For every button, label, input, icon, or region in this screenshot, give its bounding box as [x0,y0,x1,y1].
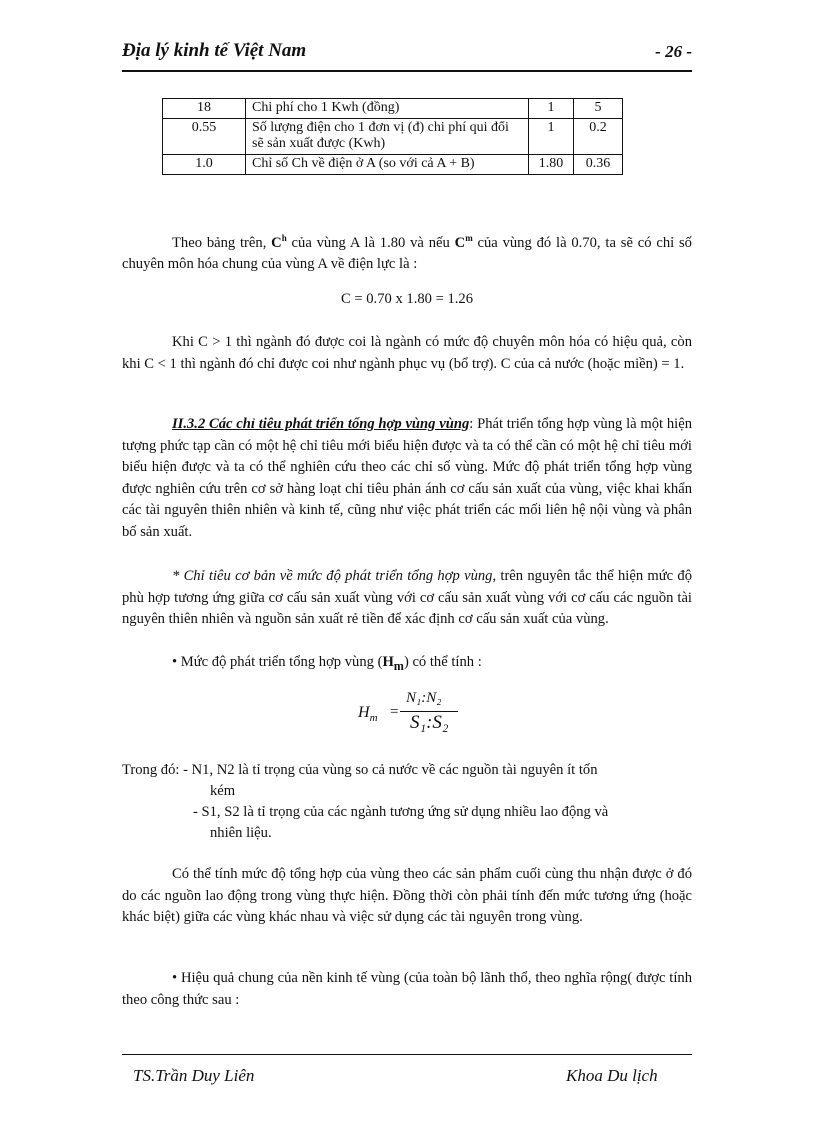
header-divider [122,70,692,72]
table-row [163,155,623,175]
table-row [163,119,623,155]
formula-hm: $H_m$ = N₁:N₂ S₁:S₂ [358,690,478,742]
table-cell: Chỉ số Ch về điện ở A (so với cả A + B) [246,155,529,175]
paragraph-1: Theo bảng trên, $C^h$ của vùng A là 1.80 và nếu $C^m$ của vùng đó là 0.70, ta sẽ có chỉ số chuyên môn hóa chung của vùng A về điện lực là : [122,233,692,273]
data-table [162,98,623,175]
paragraph-2: Khi C > 1 thì ngành đó được coi là ngành có mức độ chuyên môn hóa có hiệu quả, còn khi C < 1 thì ngành đó chỉ được coi như ngành phục vụ (bổ trợ). C của cả nước (hoặc miền) = 1. [122,334,692,372]
table-cell: 1.80 [529,155,574,175]
equation-1: C = 0.70 x 1.80 = 1.26 [341,291,473,307]
table-cell: 0.36 [574,155,623,175]
table-row [163,99,623,119]
paragraph-3: II.3.2 Các chỉ tiêu phát triển tổng hợp vùng vùng: Phát triển tổng hợp vùng là một hiện tượng phức tạp cần có một hệ chỉ tiêu mới biểu hiện được và ta có thể cần có một hệ chỉ tiêu mới biểu hiện được và ta có thể nghiên cứu theo các chỉ số vùng. Mức độ phát triển tổng hợp vùng được nghiên cứu trên cơ sở hàng loạt chỉ tiêu phản ánh cơ cấu sản xuất của vùng, việc khai khẩn các tài nguyên thiên nhiên và kinh tế, cũng như việc phát triển các mối liên hệ nội vùng và phân bố sản xuất. [122,416,692,540]
section-heading: II.3.2 Các chỉ tiêu phát triển tổng hợp vùng vùng [172,416,470,432]
table-cell: Chi phí cho 1 Kwh (đồng) [246,99,529,119]
formula-denominator: S₁:S₂ [410,712,449,733]
where-line-1: Trong đó: - N1, N2 là tỉ trọng của vùng so cả nước về các nguồn tài nguyên ít tốn [122,762,598,778]
where-line-1b: kém [210,783,236,799]
table-cell: 0.55 [163,119,246,155]
table-cell: 5 [574,99,623,119]
table-cell: 1 [529,99,574,119]
page-number: - 26 - [655,42,692,61]
footer-divider [122,1054,692,1055]
footer-department: Khoa Du lịch [566,1066,658,1085]
header-title: Địa lý kinh tế Việt Nam [122,40,307,61]
table-cell: 0.2 [574,119,623,155]
page-header [122,38,692,68]
table-cell: Số lượng điện cho 1 đơn vị (đ) chi phí qui đổi sẽ sản xuất được (Kwh) [246,119,529,155]
formula-numerator: N₁:N₂ [406,690,442,706]
paragraph-5: • Mức độ phát triển tổng hợp vùng $(H_m)$ có thể tính : [172,654,482,673]
where-line-2: - S1, S2 là tỉ trọng của các ngành tương ứng sử dụng nhiều lao động và [193,804,609,820]
table-cell: 18 [163,99,246,119]
paragraph-6: Có thể tính mức độ tổng hợp của vùng theo các sản phẩm cuối cùng thu nhận được ở đó do các nguồn lao động trong vùng thực hiện. Đồng thời còn phải tính đến mức tương ứng (hoặc khác biệt) giữa các vùng khác nhau và việc sử dụng các tài nguyên trong vùng. [122,866,692,925]
paragraph-7: • Hiệu quả chung của nền kinh tế vùng (của toàn bộ lãnh thổ, theo nghĩa rộng( được tính theo công thức sau : [122,970,692,1008]
table-cell: 1 [529,119,574,155]
footer-author: TS.Trần Duy Liên [133,1066,255,1085]
paragraph-4: * Chỉ tiêu cơ bản về mức độ phát triển tổng hợp vùng, trên nguyên tắc thể hiện mức độ phù hợp tương ứng giữa cơ cấu sản xuất vùng với cơ cấu sản xuất vùng với cơ cấu các nguồn tài nguyên thiên nhiên và nguồn sản xuất rẻ tiền để xác định cơ cấu sản xuất của vùng. [122,568,692,627]
table-cell: 1.0 [163,155,246,175]
where-line-2b: nhiên liệu. [210,825,272,841]
